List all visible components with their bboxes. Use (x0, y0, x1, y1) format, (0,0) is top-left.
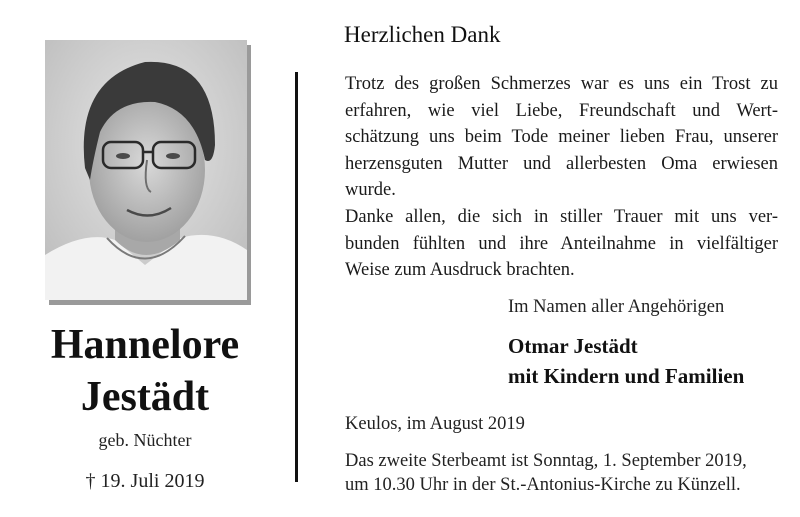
service-notice (345, 449, 778, 497)
paragraph-line: Danke allen, die sich in stiller Trauer mit uns ver- (345, 207, 778, 227)
paragraph-line: herzensguten Mutter und allerbesten Oma erwiesen (345, 153, 778, 174)
paragraph-line: wurde. (345, 180, 396, 200)
signature-name: Otmar Jestädt (508, 334, 638, 358)
thanks-paragraph (345, 71, 778, 204)
deceased-first-name: Hannelore (50, 322, 240, 368)
signature-intro: Im Namen aller Angehörigen (508, 297, 725, 317)
paragraph-line: schätzung uns beim Tode meiner lieben Frau, unserer (345, 127, 778, 147)
place-date: Keulos, im August 2019 (345, 414, 525, 434)
paragraph-line: Trotz des großen Schmerzes war es uns ein Trost zu (345, 74, 778, 94)
vertical-divider (295, 72, 298, 482)
signature-family: mit Kindern und Familien (508, 364, 745, 388)
paragraph-line: bunden fühlten und ihre Anteilnahme in vielfältiger (345, 233, 778, 254)
deceased-last-name: Jestädt (80, 374, 210, 420)
death-date: † 19. Juli 2019 (85, 470, 205, 492)
notice-heading: Herzlichen Dank (344, 22, 501, 47)
service-line: Das zweite Sterbeamt ist Sonntag, 1. September 2019, (345, 451, 747, 471)
paragraph-line: erfahren, wie viel Liebe, Freundschaft und Wert- (345, 100, 778, 121)
portrait-photo (45, 40, 247, 300)
maiden-name: geb. Nüchter (98, 430, 192, 450)
gratitude-paragraph (345, 204, 778, 284)
service-line: um 10.30 Uhr in der St.-Antonius-Kirche zu Künzell. (345, 475, 741, 495)
portrait-image (45, 40, 247, 300)
paragraph-line: Weise zum Ausdruck brachten. (345, 260, 575, 280)
